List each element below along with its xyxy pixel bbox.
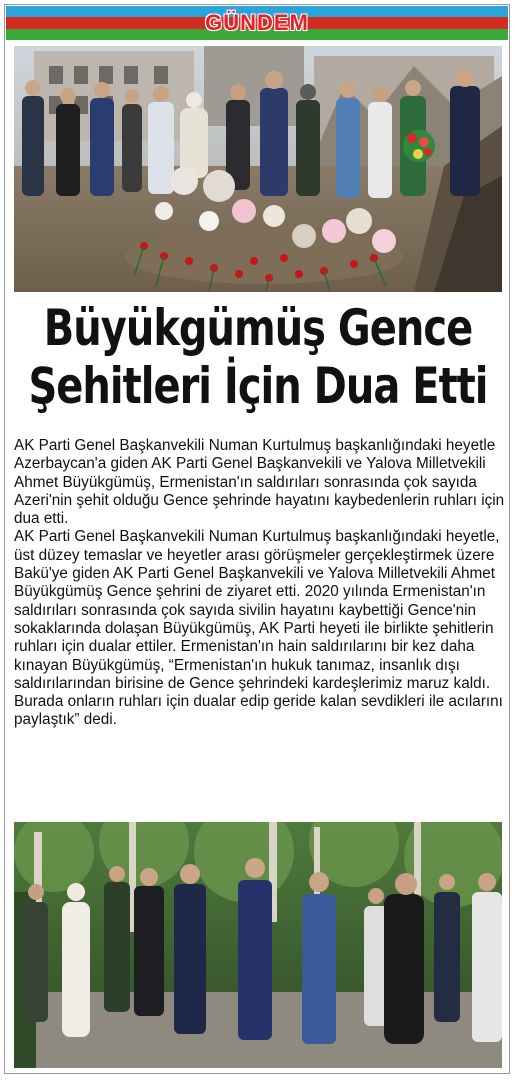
memorial-photo <box>14 46 502 292</box>
section-title: GÜNDEM <box>205 10 309 35</box>
headline-line-1: Büyükgümüş Gence <box>43 300 473 358</box>
headline-line-2: Şehitleri İçin Dua Etti <box>28 358 488 416</box>
section-title-wrap <box>6 6 508 40</box>
delegation-walk-photo-image <box>14 822 502 1068</box>
article-paragraph-2: AK Parti Genel Başkanvekili Numan Kurtulmuş başkanlığındaki heyetle, üst düzey temaslar ve heyetler arası görüşmeler gerçekleştirmek üzere Bakü'ye giden AK Parti Genel Başkanvekili ve Yalova Milletvekili Ahmet Büyükgümüş Gence şehrini de ziyaret etti. 2020 yılında Ermenistan'ın saldırıları sonrasında çok sayıda sivilin hayatını kaybettiği Gence'nin sokaklarında dolaşan Büyükgümüş, AK Parti heyeti ile birlikte şehitlerin ruhları için dualar ettiler. Ermenistan'ın hain saldırılarını bir kez daha kınayan Büyükgümüş, “Ermenistan'ın hukuk tanımaz, insanlık dışı saldırılarından birisine de Gence şehrindeki kardeşlerimiz maruz kaldı. Burada onların ruhları için dualar edip geride kalan sevdikleri ile acılarını paylaştık” dedi. <box>14 528 503 729</box>
memorial-photo-image <box>14 46 502 292</box>
article-paragraph-1: AK Parti Genel Başkanvekili Numan Kurtulmuş başkanlığındaki heyetle Azerbaycan'a giden AK Parti Genel Başkanvekili ve Yalova Milletvekili Ahmet Büyükgümüş, Ermenistan'ın saldırıları sonrasında çok sayıda Azeri'nin şehit olduğu Gence şehrinde hayatını kaybedenlerin ruhları için dua etti. <box>14 437 505 528</box>
delegation-walk-photo <box>14 822 502 1068</box>
headline <box>10 300 506 416</box>
article-body <box>14 437 506 730</box>
